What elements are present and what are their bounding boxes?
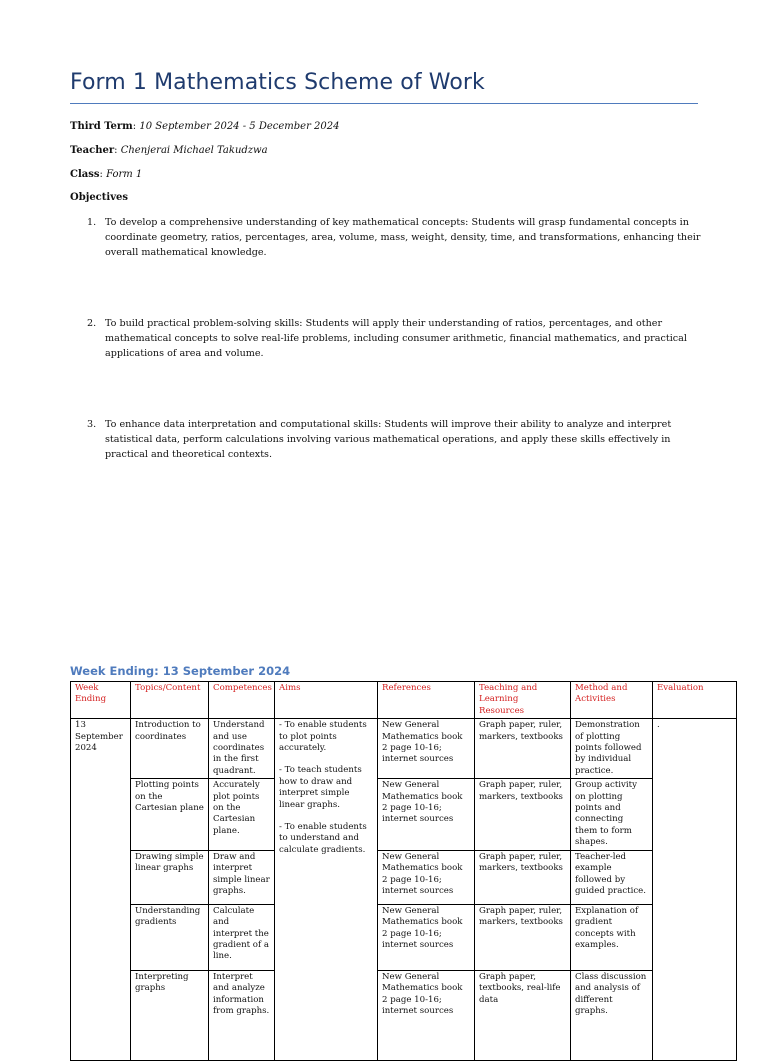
competence-cell: Accurately plot points on the Cartesian plane. [209,779,275,850]
aims-cell [275,719,378,1060]
resources-cell: Graph paper, textbooks, real-life data [475,970,571,1060]
week-heading: Week Ending: 13 September 2024 [70,664,291,678]
table-header-row [71,682,737,719]
references-cell: New General Mathematics book 2 page 10-16; internet sources [378,904,475,970]
table-row [71,970,737,1060]
topic-cell: Understanding gradients [131,904,209,970]
column-header: Teaching and Learning Resources [475,682,571,719]
class-label: Class [70,169,100,180]
objective-number: 2. [87,318,97,329]
method-cell: Demonstration of plotting points followed by individual practice. [571,719,653,779]
objective-number: 3. [87,419,97,430]
page-title: Form 1 Mathematics Scheme of Work [70,70,485,95]
topic-cell: Introduction to coordinates [131,719,209,779]
table-row [71,904,737,970]
method-cell: Class discussion and analysis of different graphs. [571,970,653,1060]
objective-item [87,316,705,361]
teacher-value: Chenjerai Michael Takudzwa [120,145,268,156]
competence-cell: Interpret and analyze information from graphs. [209,970,275,1060]
column-header: Method and Activities [571,682,653,719]
scheme-table [70,681,737,1061]
objective-text: To build practical problem-solving skills: Students will apply their understanding of ratios, percentages, and other mathematical concepts to solve real-life problems, including consumer arithmetic, financial mathematics, and practical applications of area and volume. [105,318,687,359]
references-cell: New General Mathematics book 2 page 10-16; internet sources [378,779,475,850]
class-line: Class: Form 1 [70,169,143,180]
topic-cell: Plotting points on the Cartesian plane [131,779,209,850]
objectives-heading: Objectives [70,192,128,203]
table-row [71,850,737,904]
references-cell: New General Mathematics book 2 page 10-16; internet sources [378,719,475,779]
column-header: Evaluation [653,682,737,719]
term-value: 10 September 2024 - 5 December 2024 [139,121,340,132]
class-value: Form 1 [106,169,143,180]
objective-text: To enhance data interpretation and computational skills: Students will improve their ability to analyze and interpret statistical data, perform calculations involving various mathematical operations, and apply these skills effectively in practical and theoretical contexts. [105,419,672,460]
topic-cell: Drawing simple linear graphs [131,850,209,904]
table-row [71,719,737,779]
column-header: Competences [209,682,275,719]
title-underline [70,103,698,104]
competence-cell: Calculate and interpret the gradient of a line. [209,904,275,970]
teacher-label: Teacher [70,145,115,156]
resources-cell: Graph paper, ruler, markers, textbooks [475,904,571,970]
column-header: Aims [275,682,378,719]
objective-item [87,417,705,462]
references-cell: New General Mathematics book 2 page 10-16; internet sources [378,850,475,904]
aim-item: - To enable students to plot points accurately. [279,720,367,754]
resources-cell: Graph paper, ruler, markers, textbooks [475,850,571,904]
competence-cell: Understand and use coordinates in the first quadrant. [209,719,275,779]
aim-item: - To teach students how to draw and interpret simple linear graphs. [279,765,362,810]
week-ending-cell: 13 September 2024 [71,719,131,1060]
method-cell: Explanation of gradient concepts with examples. [571,904,653,970]
competence-cell: Draw and interpret simple linear graphs. [209,850,275,904]
evaluation-cell: . [653,719,737,1060]
column-header: References [378,682,475,719]
term-line: Third Term: 10 September 2024 - 5 December 2024 [70,121,340,132]
aim-item: - To enable students to understand and calculate gradients. [279,822,367,855]
topic-cell: Interpreting graphs [131,970,209,1060]
references-cell: New General Mathematics book 2 page 10-16; internet sources [378,970,475,1060]
table-row [71,779,737,850]
resources-cell: Graph paper, ruler, markers, textbooks [475,719,571,779]
objective-number: 1. [87,217,97,228]
term-label: Third Term [70,121,133,132]
column-header: Topics/Content [131,682,209,719]
objective-item [87,215,705,260]
resources-cell: Graph paper, ruler, markers, textbooks [475,779,571,850]
column-header: Week Ending [71,682,131,719]
objective-text: To develop a comprehensive understanding of key mathematical concepts: Students will grasp fundamental concepts in coordinate geometry, ratios, percentages, area, volume, mass, weight, density, time, and transformations, enhancing their overall mathematical knowledge. [105,217,701,258]
method-cell: Group activity on plotting points and connecting them to form shapes. [571,779,653,850]
teacher-line: Teacher: Chenjerai Michael Takudzwa [70,145,268,156]
method-cell: Teacher-led example followed by guided practice. [571,850,653,904]
